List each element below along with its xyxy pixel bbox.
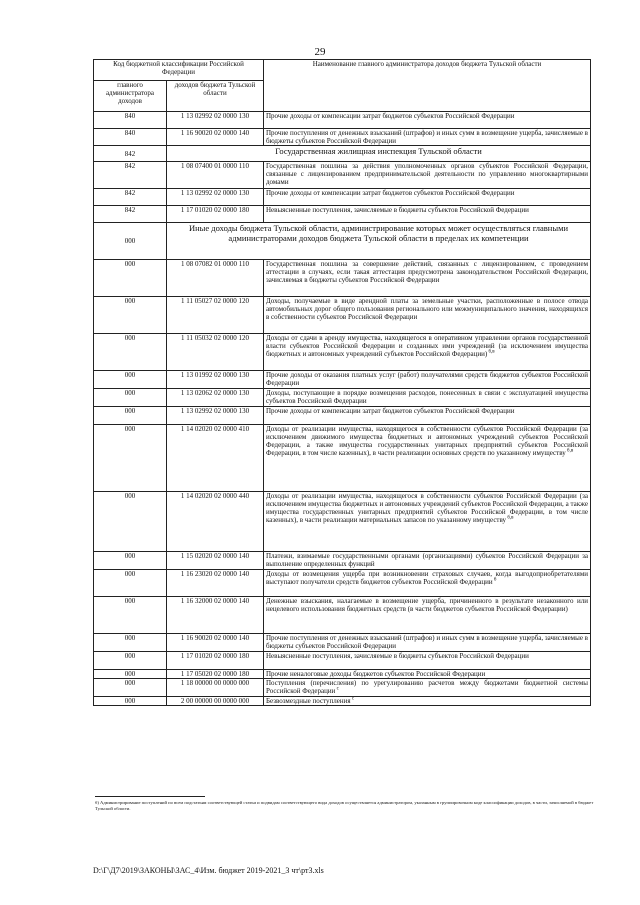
section-row [94,223,591,260]
revenue-code-cell: 1 16 32000 02 0000 140 [167,597,264,634]
admin-code-cell: 000 [94,552,167,570]
revenue-name-cell: Невыясненные поступления, зачисляемые в бюджеты субъектов Российской Федерации [264,206,591,223]
revenue-code-cell: 1 16 23020 02 0000 140 [167,570,264,597]
file-path: D:\Г\Д7\2019\ЗАКОНЫ\ЗАС_4\Изм. бюджет 2019-2021_3 чт\рт3.xls [93,866,324,875]
table-row [94,162,591,189]
revenue-name-cell: Прочие доходы от оказания платных услуг (работ) получателями средств бюджетов субъектов Российской Федерации [264,371,591,389]
footnote-marker: с [335,686,339,692]
revenue-code-cell: 1 16 90020 02 0000 140 [167,129,264,146]
table-row [94,189,591,206]
header-admin-name: Наименование главного администратора доходов бюджета Тульской области [264,60,591,112]
admin-code-cell: 000 [94,570,167,597]
table-row [94,334,591,371]
admin-code-cell: 000 [94,371,167,389]
revenue-code-cell: 1 16 90020 02 0000 140 [167,634,264,652]
table-header-row [94,60,591,81]
table-row [94,652,591,670]
revenue-code-cell: 1 11 05032 02 0000 120 [167,334,264,371]
revenue-code-cell: 1 13 01992 02 0000 130 [167,371,264,389]
revenue-code-cell: 1 08 07400 01 0000 110 [167,162,264,189]
budget-revenue-table [93,59,591,706]
revenue-code-cell: 1 13 02992 02 0000 130 [167,407,264,425]
admin-code-cell: 000 [94,652,167,670]
revenue-code-cell: 1 11 05027 02 0000 120 [167,297,264,334]
admin-code-cell: 000 [94,492,167,552]
revenue-name-cell: Денежные взыскания, налагаемые в возмещение ущерба, причиненного в результате незаконного или нецелевого использования бюджетных средств (в части бюджетов субъектов Российской Федерации) [264,597,591,634]
revenue-code-cell: 1 17 01020 02 0000 180 [167,652,264,670]
footnote-marker: б,в [487,349,495,355]
revenue-code-cell: 1 17 01020 02 0000 180 [167,206,264,223]
revenue-name-cell: Прочие доходы от компенсации затрат бюджетов субъектов Российской Федерации [264,189,591,206]
revenue-name-cell: Доходы, поступающие в порядке возмещения расходов, понесенных в связи с эксплуатацией имущества субъектов Российской Федерации [264,389,591,407]
revenue-code-cell: 1 13 02992 02 0000 130 [167,189,264,206]
admin-code-cell: 000 [94,425,167,492]
admin-code-cell: 000 [94,407,167,425]
revenue-name-cell: Платежи, взимаемые государственными органами (организациями) субъектов Российской Федерации за выполнение определенных функций [264,552,591,570]
revenue-code-cell: 1 13 02062 02 0000 130 [167,389,264,407]
revenue-name-cell: Безвозмездные поступления $^с$ [264,697,591,706]
revenue-code-cell: 1 08 07082 01 0000 110 [167,260,264,297]
table-row [94,634,591,652]
table-row [94,206,591,223]
table-row [94,112,591,129]
revenue-name-cell: Прочие доходы от компенсации затрат бюджетов субъектов Российской Федерации [264,407,591,425]
table-row [94,670,591,679]
revenue-name-cell: Доходы от сдачи в аренду имущества, находящегося в оперативном управлении органов государственной власти субъектов Российской Федерации и созданных ими учреждений (за исключением имущества бюджетных и автономных учреждений субъектов Российской Федерации) $^{б,в}$ [264,334,591,371]
footnote: б) Администрирование поступлений по всем подстатьям соответствующей статьи и подвидам соответствующего вида доходов осуществляется администратором, указанным в группировочном коде классификации доходов, в части, зачисляемой в бюджет Тульской области. [95,800,594,811]
admin-code-cell: 842 [94,206,167,223]
admin-code-cell: 000 [94,260,167,297]
section-row [94,146,591,162]
admin-code-cell: 000 [94,697,167,706]
table-row [94,129,591,146]
revenue-name-cell: Невыясненные поступления, зачисляемые в бюджеты субъектов Российской Федерации [264,652,591,670]
footnote-marker: б,в [506,515,514,521]
header-revenue-code: доходов бюджета Тульской области [167,81,264,112]
revenue-name-cell: Прочие неналоговые доходы бюджетов субъектов Российской Федерации [264,670,591,679]
revenue-code-cell: 1 15 02020 02 0000 140 [167,552,264,570]
admin-code-cell: 000 [94,297,167,334]
admin-code-cell: 000 [94,389,167,407]
admin-code-cell: 842 [94,146,167,162]
table-row [94,597,591,634]
footnote-rule [95,796,205,797]
revenue-name-cell: Доходы от реализации имущества, находящегося в собственности субъектов Российской Федерации (за исключением имущества бюджетных и автономных учреждений субъектов Российской Федерации, а также имущества государственных унитарных предприятий субъектов Российской Федерации, в том числе казенных), в части реализации материальных запасов по указанному имуществу $^{б,в}$ [264,492,591,552]
revenue-name-cell: Доходы от возмещения ущерба при возникновении страховых случаев, когда выгодоприобретателями выступают получатели средств бюджетов субъектов Российской Федерации $^б$ [264,570,591,597]
revenue-name-cell: Прочие поступления от денежных взысканий (штрафов) и иных сумм в возмещение ущерба, зачисляемые в бюджеты субъектов Российской Федерации [264,634,591,652]
admin-code-cell: 840 [94,129,167,146]
revenue-name-cell: Доходы, получаемые в виде арендной платы за земельные участки, расположенные в полосе отвода автомобильных дорог общего пользования регионального или межмуниципального значения, находящихся в собственности субъектов Российской Федерации [264,297,591,334]
revenue-name-cell: Поступления (перечисления) по урегулированию расчетов между бюджетами бюджетной системы Российской Федерации $^с$ [264,679,591,697]
revenue-code-cell: 1 13 02992 02 0000 130 [167,112,264,129]
header-main-admin: главного администратора доходов [94,81,167,112]
admin-code-cell: 000 [94,334,167,371]
table-row [94,570,591,597]
header-bk-code: Код бюджетной классификации Российской Федерации [94,60,264,81]
page-number: 29 [314,46,326,58]
revenue-name-cell: Прочие поступления от денежных взысканий (штрафов) и иных сумм в возмещение ущерба, зачисляемые в бюджеты субъектов Российской Федерации [264,129,591,146]
table-row [94,552,591,570]
table-row [94,371,591,389]
table-row [94,407,591,425]
admin-code-cell: 000 [94,223,167,260]
revenue-name-cell: Государственная пошлина за действия уполномоченных органов субъектов Российской Федерации, связанные с лицензированием предпринимательской деятельности по управлению многоквартирными домами [264,162,591,189]
revenue-code-cell: 1 17 05020 02 0000 180 [167,670,264,679]
section-title: Государственная жилищная инспекция Тульской области [167,146,591,162]
table-row [94,389,591,407]
revenue-code-cell: 1 14 02020 02 0000 440 [167,492,264,552]
admin-code-cell: 000 [94,597,167,634]
section-title: Иные доходы бюджета Тульской области, администрирование которых может осуществляться главными администраторами доходов бюджета Тульской области в пределах их компетенции [167,223,591,260]
table-row [94,297,591,334]
admin-code-cell: 000 [94,670,167,679]
footnote-marker: б [492,577,497,583]
footnote-marker: б,в [565,448,574,454]
admin-code-cell: 842 [94,162,167,189]
revenue-name-cell: Прочие доходы от компенсации затрат бюджетов субъектов Российской Федерации [264,112,591,129]
admin-code-cell: 840 [94,112,167,129]
revenue-name-cell: Доходы от реализации имущества, находящегося в собственности субъектов Российской Федерации (за исключением движимого имущества бюджетных и автономных учреждений субъектов Российской Федерации, а также имущества государственных унитарных предприятий субъектов Российской Федерации, в том числе казенных), в части реализации основных средств по указанному имуществу $^{б,в}$ [264,425,591,492]
footnote-marker: с [350,696,355,702]
admin-code-cell: 842 [94,189,167,206]
table-row [94,679,591,697]
admin-code-cell: 000 [94,679,167,697]
table-row [94,492,591,552]
revenue-code-cell: 2 00 00000 00 0000 000 [167,697,264,706]
revenue-code-cell: 1 18 00000 00 0000 000 [167,679,264,697]
table-row [94,697,591,706]
table-row [94,260,591,297]
revenue-name-cell: Государственная пошлина за совершение действий, связанных с лицензированием, с проведением аттестации в случаях, если такая аттестация предусмотрена законодательством Российской Федерации, зачисляемая в бюджеты субъектов Российской Федерации [264,260,591,297]
table-row [94,425,591,492]
admin-code-cell: 000 [94,634,167,652]
revenue-code-cell: 1 14 02020 02 0000 410 [167,425,264,492]
